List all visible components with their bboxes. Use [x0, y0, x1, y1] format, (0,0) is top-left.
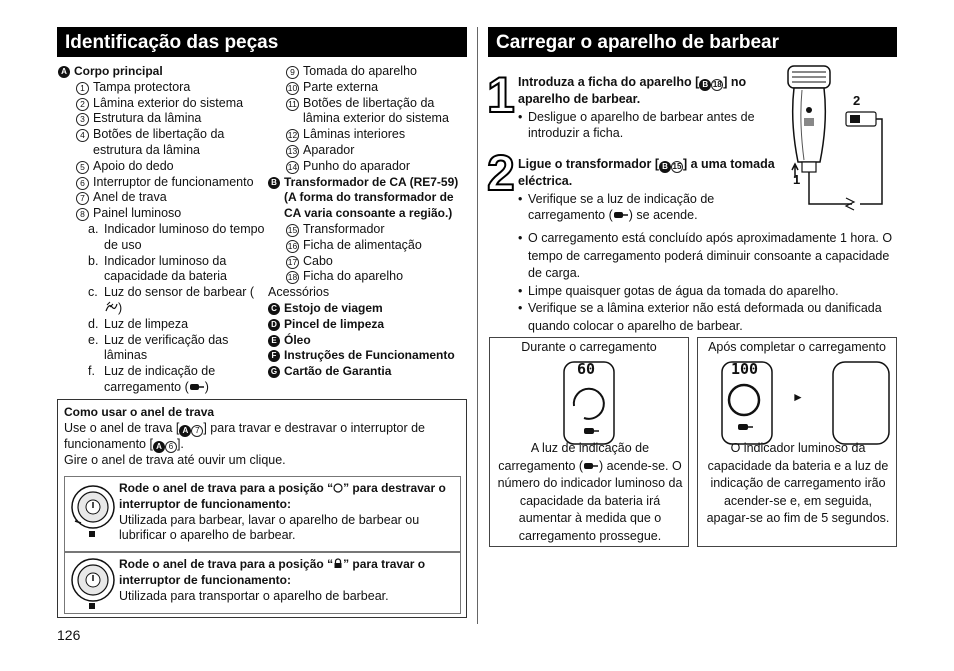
- step-2-bullets: [518, 230, 898, 336]
- item-number: 18: [287, 272, 298, 283]
- accessory-item: [268, 348, 473, 364]
- item-label: Apoio do dedo: [93, 158, 174, 173]
- ac-adaptor-heading: B Transformador de CA (RE7-59) (A forma do transformador de CA varia consoante a região.): [268, 175, 473, 222]
- sub-item: b. Indicador luminoso da capacidade da bateria: [88, 253, 228, 284]
- step-1-number: 1: [487, 67, 515, 123]
- left-section-title: Identificação das peças: [65, 32, 279, 53]
- after-display-value: 100: [731, 360, 759, 378]
- item-label: Ficha do aparelho: [303, 269, 404, 284]
- lock-box-line3: Gire o anel de trava até ouvir um clique.: [64, 452, 286, 467]
- left-section-header: [57, 27, 467, 57]
- item-label: Estrutura da lâmina: [93, 111, 202, 126]
- part-item: [76, 111, 268, 127]
- item-label: Lâmina exterior do sistema: [93, 95, 244, 110]
- step-2-bullet: • Limpe quaisquer gotas de água da tomada do aparelho.: [518, 283, 839, 298]
- during-charging-title: Durante o carregamento: [521, 340, 657, 354]
- item-number: 4: [76, 129, 89, 142]
- item-label: Punho do aparador: [303, 158, 411, 173]
- after-charging-caption: O indicador luminoso da capacidade da bateria e a luz de indicação de carregamento irão acender-se e, em seguida, apagar-se ao fim de 5 segundos.: [706, 441, 890, 526]
- item-number: 3: [76, 113, 89, 126]
- item-number: 15: [287, 224, 298, 235]
- accessories-label: Acessórios: [268, 285, 330, 300]
- sub-item: d. Luz de limpeza: [88, 316, 189, 331]
- item-label: Tomada do aparelho: [303, 64, 417, 78]
- after-charging-box: [697, 337, 897, 547]
- accessory-label: Cartão de Garantia: [284, 364, 392, 379]
- diagram-label-1: 1: [793, 172, 801, 187]
- charging-plug-icon: [189, 382, 205, 392]
- part-item: [286, 64, 473, 80]
- step-2-bullet: • O carregamento está concluído após aproximadamente 1 hora. O tempo de carregamento poderá diminuir consoante a capacidade de carga.: [518, 231, 893, 281]
- column-divider: [477, 27, 478, 624]
- item-label: Lâminas interiores: [303, 127, 406, 142]
- unlock-ring-icon: [69, 483, 117, 543]
- item-label: Interruptor de funcionamento: [93, 174, 254, 189]
- diagram-label-2: 2: [853, 93, 861, 108]
- during-display-value: 60: [577, 360, 596, 378]
- item-label: Cabo: [303, 253, 333, 268]
- main-body-heading: A Corpo principal: [58, 64, 268, 80]
- lock-row: [64, 552, 461, 614]
- accessory-badge: C: [268, 303, 280, 315]
- item-number: 16: [287, 240, 298, 251]
- part-item: [76, 80, 268, 96]
- accessory-item: [268, 317, 473, 333]
- step-2-instruction: Ligue o transformador [ B 15 ] a uma tomada eléctrica.: [518, 157, 775, 188]
- part-item: [76, 127, 268, 159]
- sub-item: a. Indicador luminoso do tempo de uso: [88, 221, 265, 252]
- page-number: 126: [57, 627, 81, 643]
- item-label: Painel luminoso: [93, 206, 182, 221]
- shaver-charging-illustration: [782, 62, 892, 212]
- item-label: Anel de trava: [93, 190, 167, 205]
- item-number: 8: [76, 208, 89, 221]
- accessory-item: [268, 301, 473, 317]
- accessory-item: [268, 333, 473, 349]
- item-label: Tampa protectora: [93, 79, 191, 94]
- panel-sub-items: [58, 222, 268, 396]
- transition-arrow: ►: [792, 390, 804, 404]
- during-charging-box: [489, 337, 689, 547]
- part-item: [286, 143, 473, 159]
- step-2-number: 2: [487, 145, 515, 201]
- main-body-items: [58, 80, 268, 222]
- item-number: 2: [76, 98, 89, 111]
- step-2-bullet: • Verifique se a luz de indicação de carregamento ( ) se acende.: [518, 192, 715, 222]
- lock-box-line1: Use o anel de trava [ A 7 ] para travar e destravar o interruptor de: [64, 420, 425, 435]
- charging-plug-icon: [583, 461, 599, 471]
- after-charging-title: Após completar o carregamento: [708, 340, 886, 354]
- accessory-label: Pincel de limpeza: [284, 316, 385, 331]
- step-1-bullet: • Desligue o aparelho de barbear antes de introduzir a ficha.: [518, 110, 755, 140]
- lock-description: Utilizada para transportar o aparelho de barbear.: [119, 588, 389, 603]
- unlock-row: [64, 476, 461, 552]
- item-number: 1: [76, 82, 89, 95]
- part-item: [286, 222, 473, 238]
- sub-item: f. Luz de indicação de carregamento ( ): [88, 364, 216, 394]
- part-item: [76, 159, 268, 175]
- item-number: 6: [76, 177, 89, 190]
- padlock-icon: [333, 558, 343, 569]
- part-item: [286, 96, 473, 128]
- item-label: Botões de libertação da estrutura da lâmina: [93, 127, 225, 157]
- part-item: [76, 206, 268, 222]
- item-number: 11: [286, 98, 299, 111]
- parts-list-col1: [58, 64, 268, 396]
- sub-item: c. Luz do sensor de barbear (): [88, 285, 255, 315]
- item-number: 5: [76, 161, 89, 174]
- accessory-badge: G: [268, 366, 280, 378]
- item-label: Aparador: [303, 142, 355, 157]
- item-label: Parte externa: [303, 79, 379, 94]
- shaving-sensor-icon: [104, 301, 118, 313]
- item-number: 13: [287, 145, 298, 156]
- lock-box-title: Como usar o anel de trava: [64, 405, 215, 419]
- accessory-label: Estojo de viagem: [284, 300, 383, 315]
- part-item: [286, 127, 473, 143]
- accessory-label: Instruções de Funcionamento: [284, 348, 455, 363]
- lock-instruction: Rode o anel de trava para a posição “ ” para travar o interruptor de funcionamento:: [119, 557, 426, 587]
- lock-box-line2: funcionamento [ A 6 ].: [64, 436, 184, 451]
- right-section-title: Carregar o aparelho de barbear: [496, 32, 779, 53]
- part-item: [286, 80, 473, 96]
- main-body-items-cont: [268, 64, 473, 175]
- charging-plug-icon: [613, 210, 629, 220]
- part-item: [286, 254, 473, 270]
- part-item: [286, 238, 473, 254]
- step-1-instruction: Introduza a ficha do aparelho [ B 18 ] no aparelho de barbear.: [518, 75, 747, 106]
- part-item: [76, 175, 268, 191]
- accessories-list: [268, 301, 473, 380]
- unlock-description: Utilizada para barbear, lavar o aparelho de barbear ou lubrificar o aparelho de barbear.: [119, 512, 420, 543]
- item-number: 7: [76, 192, 89, 205]
- part-item: [286, 269, 473, 285]
- item-number: 17: [287, 256, 298, 267]
- ac-adaptor-items: [268, 222, 473, 285]
- parts-list-col2: [268, 64, 473, 380]
- item-label: Transformador: [303, 221, 385, 236]
- during-charging-caption: A luz de indicação de carregamento ( ) acende-se. O número do indicador luminoso da capacidade da bateria irá aumentar à medida que o carregamento prossegue.: [497, 441, 683, 543]
- unlock-instruction: Rode o anel de trava para a posição “ ” para destravar o interruptor de funcionamento:: [119, 481, 446, 511]
- accessory-label: Óleo: [284, 332, 311, 347]
- accessory-badge: E: [268, 335, 280, 347]
- part-item: [286, 159, 473, 175]
- accessory-badge: D: [268, 319, 280, 331]
- item-number: 10: [287, 82, 298, 93]
- step-1: [518, 74, 778, 142]
- item-number: 14: [287, 161, 298, 172]
- step-2-heading: [518, 156, 783, 224]
- badge-b: B: [268, 177, 280, 189]
- badge-a: A: [58, 66, 70, 78]
- item-label: Ficha de alimentação: [303, 237, 422, 252]
- part-item: [76, 96, 268, 112]
- lock-ring-icon: [69, 556, 117, 612]
- accessory-item: [268, 364, 473, 380]
- item-number: 9: [286, 66, 299, 79]
- display-off-icon: [831, 360, 891, 446]
- item-number: 12: [287, 130, 298, 141]
- right-section-header: [488, 27, 897, 57]
- part-item: [76, 190, 268, 206]
- item-label: Botões de libertação da lâmina exterior do sistema: [303, 95, 449, 126]
- step-2-bullet: • Verifique se a lâmina exterior não está deformada ou danificada quando colocar o aparelho de barbear.: [518, 301, 882, 333]
- sub-item: e. Luz de verificação das lâminas: [88, 332, 229, 363]
- accessory-badge: F: [268, 350, 280, 362]
- unlock-symbol-icon: [333, 483, 343, 493]
- lock-ring-box: [57, 399, 467, 618]
